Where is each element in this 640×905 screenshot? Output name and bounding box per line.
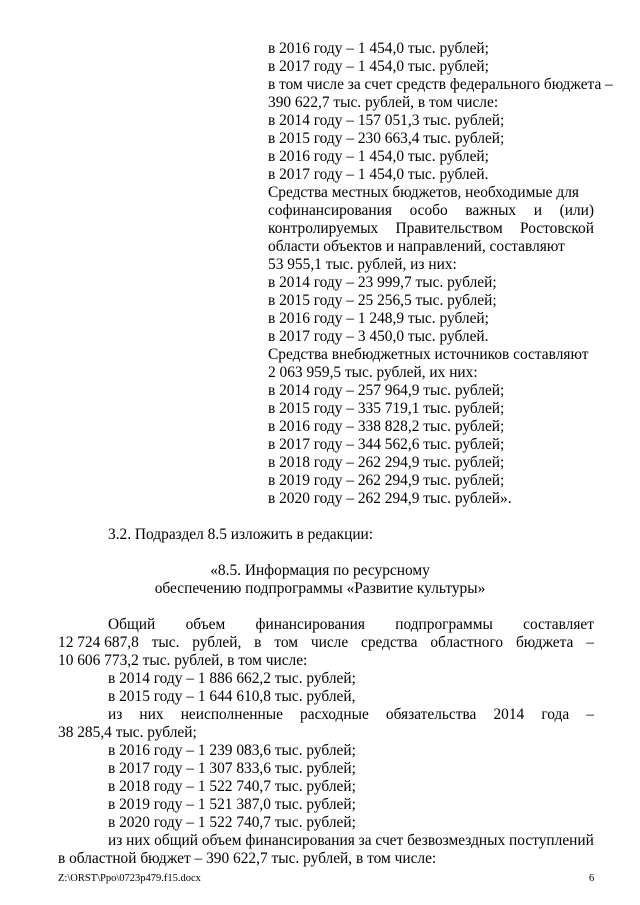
word: расходные: [300, 706, 369, 723]
section-heading: обеспечению подпрограммы «Развитие культуры»: [154, 580, 486, 597]
word: в: [254, 634, 262, 651]
text-line: в 2017 году – 1 454,0 тыс. рублей;: [268, 58, 489, 75]
text-line: 38 285,4 тыс. рублей;: [58, 724, 197, 741]
text-line: 2 063 959,5 тыс. рублей, их них:: [268, 364, 478, 381]
justified-line: [108, 616, 594, 633]
word: софинансирования: [268, 202, 392, 219]
word: –: [586, 706, 594, 723]
text-line: 10 606 773,2 тыс. рублей, в том числе:: [58, 652, 308, 669]
text-line: в 2016 году – 1 239 083,6 тыс. рублей;: [108, 742, 356, 759]
word: особо: [409, 202, 448, 219]
justified-line: [268, 220, 594, 237]
text-line: в 2020 году – 262 294,9 тыс. рублей».: [268, 490, 512, 507]
word: составляет: [523, 616, 594, 633]
text-line: в 2015 году – 230 663,4 тыс. рублей;: [268, 130, 505, 147]
word: Ростовской: [520, 220, 594, 237]
text-line: в 2016 году – 338 828,2 тыс. рублей;: [268, 418, 505, 435]
word: (или): [559, 202, 594, 219]
text-line: в 2014 году – 257 964,9 тыс. рублей;: [268, 382, 505, 399]
word: областного: [430, 634, 504, 651]
text-line: в областной бюджет – 390 622,7 тыс. рублей, в том числе:: [58, 850, 437, 867]
text-line: в 2014 году – 1 886 662,2 тыс. рублей;: [108, 670, 356, 687]
text-line: в 2019 году – 262 294,9 тыс. рублей;: [268, 472, 505, 489]
word: неисполненные: [180, 706, 283, 723]
text-line: области объектов и направлений, составляют: [268, 238, 565, 255]
word: тыс.: [151, 634, 180, 651]
word: средства: [361, 634, 418, 651]
word: 2014: [493, 706, 525, 723]
text-line: в 2017 году – 344 562,6 тыс. рублей;: [268, 436, 505, 453]
justified-line: [58, 634, 594, 651]
word: бюджета: [515, 634, 574, 651]
text-line: в 2014 году – 157 051,3 тыс. рублей;: [268, 112, 505, 129]
word: числе: [310, 634, 349, 651]
word: из: [108, 706, 123, 723]
word: 12 724 687,8: [58, 634, 139, 651]
word: контролируемых: [268, 220, 379, 237]
word: обязательства: [385, 706, 477, 723]
justified-line: [108, 706, 594, 723]
text-line: в 2014 году – 23 999,7 тыс. рублей;: [268, 274, 497, 291]
text-line: в 2016 году – 1 454,0 тыс. рублей;: [268, 40, 489, 57]
item-3-2: 3.2. Подраздел 8.5 изложить в редакции:: [108, 526, 374, 543]
text-line: в 2017 году – 3 450,0 тыс. рублей.: [268, 328, 489, 345]
text-line: Средства местных бюджетов, необходимые для: [268, 184, 579, 201]
word: Правительством: [395, 220, 503, 237]
word: объем: [185, 616, 226, 633]
text-line: в том числе за счет средств федерального бюджета –: [268, 76, 613, 93]
word: том: [274, 634, 298, 651]
text-line: в 2020 году – 1 522 740,7 тыс. рублей;: [108, 814, 356, 831]
text-line: в 2016 году – 1 454,0 тыс. рублей;: [268, 148, 489, 165]
word: подпрограммы: [395, 616, 493, 633]
text-line: в 2018 году – 262 294,9 тыс. рублей;: [268, 454, 505, 471]
text-line: в 2017 году – 1 454,0 тыс. рублей.: [268, 166, 489, 183]
text-line: в 2015 году – 25 256,5 тыс. рублей;: [268, 292, 497, 309]
word: Общий: [108, 616, 156, 633]
text-line: 53 955,1 тыс. рублей, из них:: [268, 256, 457, 273]
text-line: в 2018 году – 1 522 740,7 тыс. рублей;: [108, 778, 356, 795]
word: финансирования: [255, 616, 365, 633]
footer-file-path: Z:\ORST\Ppo\0723p479.f15.docx: [58, 873, 201, 884]
justified-line: [268, 202, 594, 219]
word: них: [139, 706, 164, 723]
word: важных: [465, 202, 517, 219]
text-line: Средства внебюджетных источников составляют: [268, 346, 589, 363]
word: рублей,: [192, 634, 242, 651]
word: года: [541, 706, 570, 723]
text-line: из них общий объем финансирования за счет безвозмездных поступлений: [108, 832, 594, 849]
text-line: в 2017 году – 1 307 833,6 тыс. рублей;: [108, 760, 356, 777]
word: и: [533, 202, 542, 219]
word: –: [586, 634, 594, 651]
text-line: в 2015 году – 335 719,1 тыс. рублей;: [268, 400, 505, 417]
section-heading: «8.5. Информация по ресурсному: [210, 562, 430, 579]
text-line: в 2019 году – 1 521 387,0 тыс. рублей;: [108, 796, 356, 813]
page-number: 6: [589, 873, 595, 884]
text-line: 390 622,7 тыс. рублей, в том числе:: [268, 94, 499, 111]
text-line: в 2016 году – 1 248,9 тыс. рублей;: [268, 310, 489, 327]
text-line: в 2015 году – 1 644 610,8 тыс. рублей,: [108, 688, 356, 705]
